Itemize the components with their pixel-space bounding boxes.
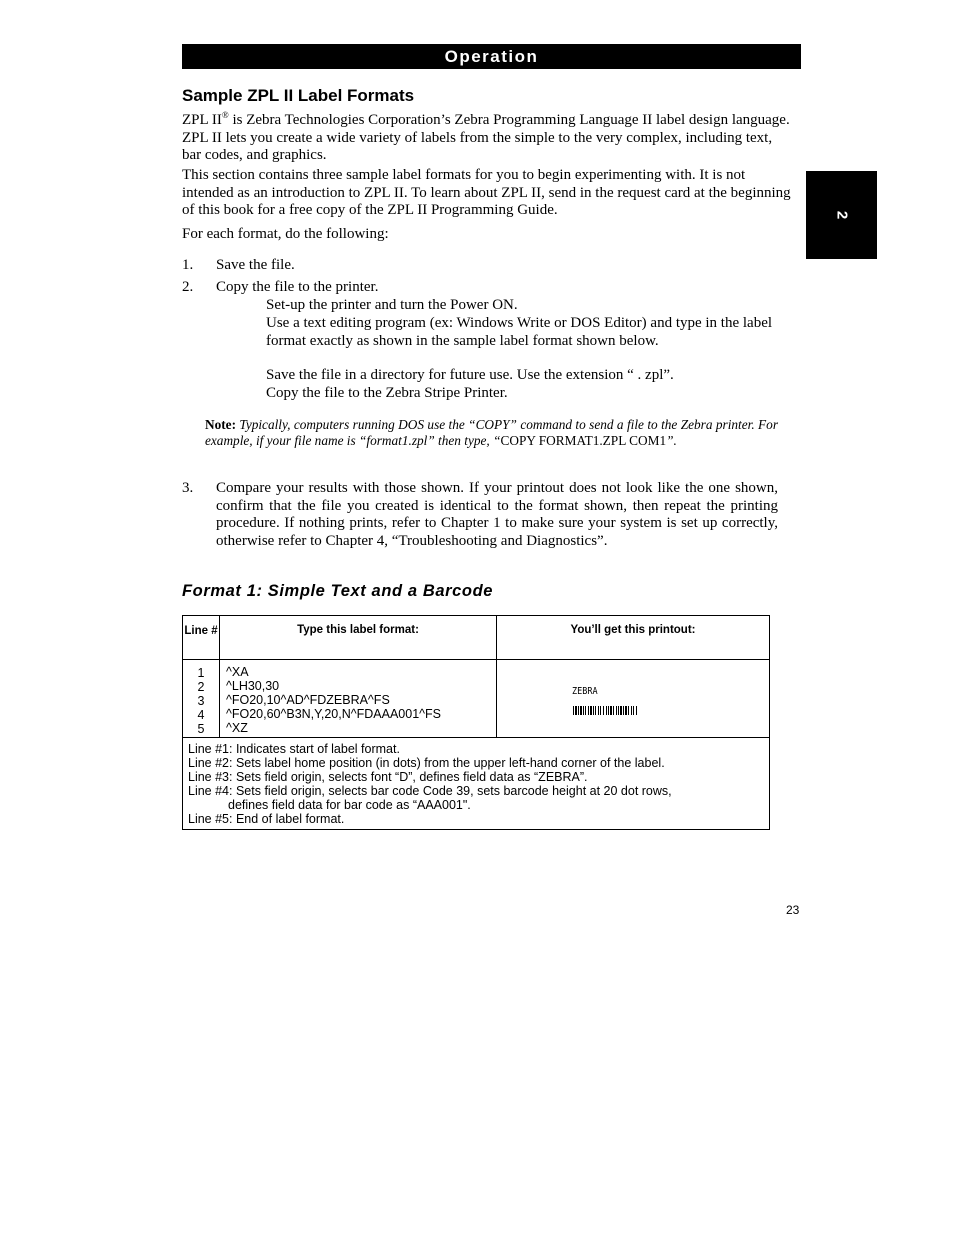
explanation-line: Line #3: Sets field origin, selects font “D”, defines field data as “ZEBRA”. xyxy=(188,770,588,784)
line-numbers-cell xyxy=(183,660,220,738)
format-title: Format 1: Simple Text and a Barcode xyxy=(182,582,494,600)
code-line: ^FO20,10^AD^FDZEBRA^FS xyxy=(226,693,390,707)
step-text: Copy the file to the printer. xyxy=(216,279,379,295)
intro-text: is Zebra Technologies Corporation’s Zebra Programming Language II label design language. ZPL II lets you create a wide variety of labels from the simple to the very complex, including text, bar codes, and graphics. xyxy=(182,112,790,163)
code-line: ^XA xyxy=(226,665,249,679)
section-header-bar: Operation xyxy=(182,44,801,69)
section-title: Sample ZPL II Label Formats xyxy=(182,86,415,105)
line-number: 2 xyxy=(197,680,205,694)
intro-paragraph xyxy=(182,107,792,165)
paragraph-instructions: For each format, do the following: xyxy=(182,226,389,242)
registered-mark: ® xyxy=(221,110,229,120)
page-number: 23 xyxy=(786,903,800,917)
line-number: 5 xyxy=(197,722,205,736)
line-number: 1 xyxy=(197,666,205,680)
substep: Set-up the printer and turn the Power ON. xyxy=(266,297,518,313)
note-text: Typically, computers running DOS use the “COPY” command to send a file to the Zebra printer. For example, if your file name is “format1.zpl” then type, “ xyxy=(205,417,778,448)
explanation-line: Line #5: End of label format. xyxy=(188,812,345,826)
note-box xyxy=(205,417,778,449)
line-number: 4 xyxy=(197,708,205,722)
step-text: Compare your results with those shown. If your printout does not look like the one shown, confirm that the file you created is identical to the format shown, then repeat the printing procedure. If nothing prints, refer to Chapter 1 to make sure your system is set up correctly, otherwise refer to Chapter 4, “Troubleshooting and Diagnostics”. xyxy=(216,480,778,549)
format-table xyxy=(182,615,770,830)
substep: Copy the file to the Zebra Stripe Printer. xyxy=(266,385,508,401)
step-number: 1. xyxy=(182,257,194,273)
line-number: 3 xyxy=(197,694,205,708)
explanation-line: Line #4: Sets field origin, selects bar code Code 39, sets barcode height at 20 dot rows, xyxy=(188,784,672,798)
column-header-type: Type this label format: xyxy=(220,616,497,660)
code-cell xyxy=(220,660,497,738)
chapter-tab-number: 2 xyxy=(833,210,850,220)
printout-text: ZEBRA xyxy=(572,686,598,697)
note-text-end: ”. xyxy=(666,433,677,448)
column-header-line: Line # xyxy=(183,616,220,660)
note-command: COPY FORMAT1.ZPL COM1 xyxy=(500,433,667,448)
paragraph-sections: This section contains three sample label formats for you to begin experimenting with. It is not intended as an introduction to ZPL II. To learn about ZPL II, send in the request card at the beginning of this book for a free copy of the ZPL II Programming Guide. xyxy=(182,167,791,218)
explanation-line: defines field data for bar code as “AAA001". xyxy=(228,798,471,812)
step-text: Save the file. xyxy=(216,257,295,273)
barcode-image xyxy=(573,706,685,715)
column-header-printout: You’ll get this printout: xyxy=(497,616,770,660)
code-line: ^XZ xyxy=(226,721,248,735)
step-number: 3. xyxy=(182,480,194,496)
code-line: ^LH30,30 xyxy=(226,679,280,693)
note-label: Note: xyxy=(205,417,237,432)
substep: Use a text editing program (ex: Windows Write or DOS Editor) and type in the label format exactly as shown in the sample label format shown below. xyxy=(266,315,773,349)
printout-cell xyxy=(497,660,770,738)
product-name: ZPL II xyxy=(182,112,222,128)
chapter-tab[interactable] xyxy=(806,171,877,259)
explanation-line: Line #2: Sets label home position (in dots) from the upper left-hand corner of the label. xyxy=(188,756,665,770)
explanation-cell xyxy=(183,738,770,830)
substep: Save the file in a directory for future use. Use the extension “ . zpl”. xyxy=(266,367,674,383)
code-line: ^FO20,60^B3N,Y,20,N^FDAAA001^FS xyxy=(226,707,441,721)
explanation-line: Line #1: Indicates start of label format. xyxy=(188,742,400,756)
step-number: 2. xyxy=(182,279,194,295)
